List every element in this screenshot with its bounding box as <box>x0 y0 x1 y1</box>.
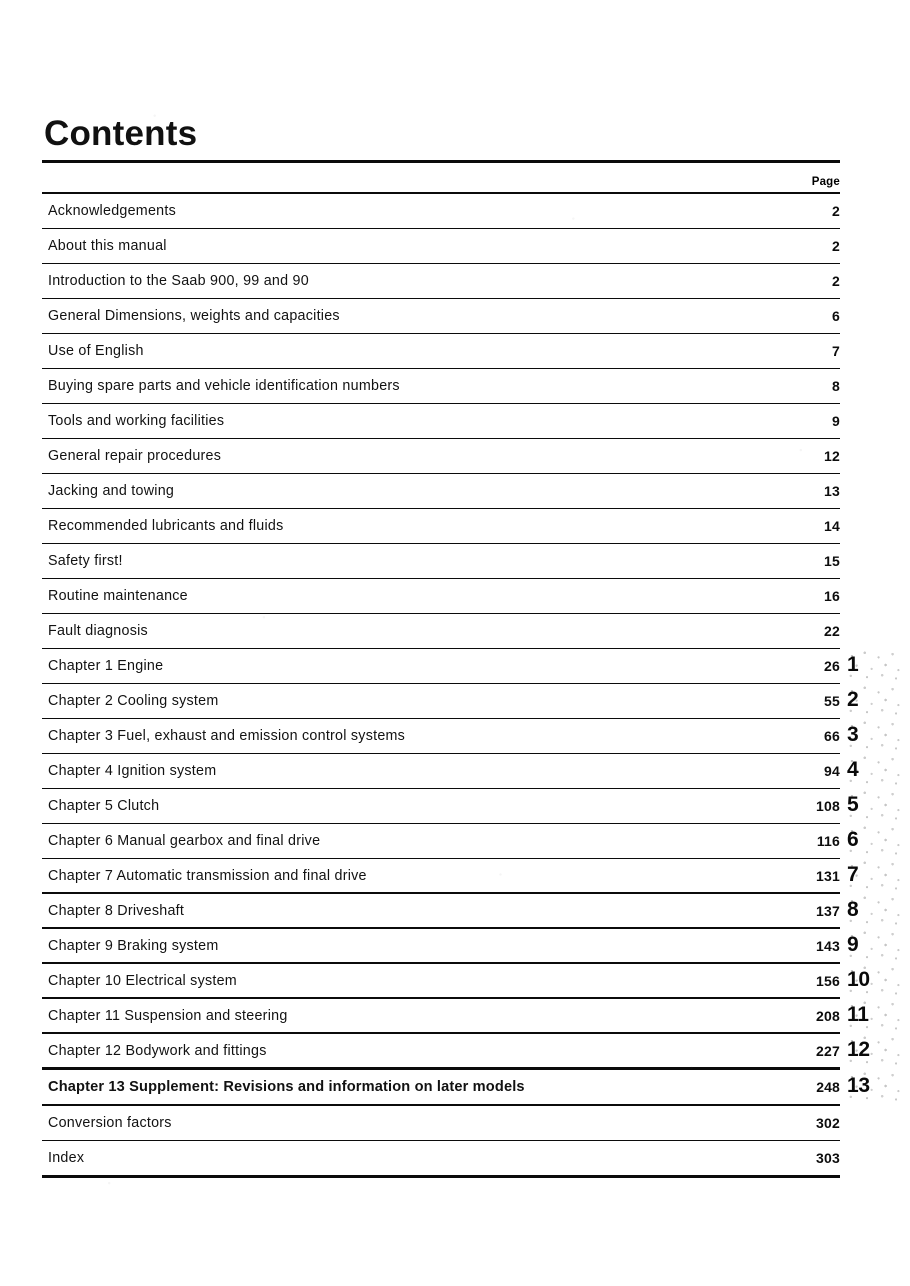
table-bottom-rule <box>42 1175 840 1178</box>
toc-entry-label: Tools and working facilities <box>48 412 225 429</box>
toc-entry-label: Chapter 7 Automatic transmission and final drive <box>48 867 367 884</box>
toc-entry-page-number: 15 <box>824 552 840 569</box>
toc-entry-page-number: 248 <box>816 1078 840 1095</box>
toc-entry-page-number: 8 <box>832 377 840 394</box>
toc-entry-label: About this manual <box>48 237 167 254</box>
toc-entry-row[interactable] <box>42 964 840 998</box>
toc-entry-label: Chapter 12 Bodywork and fittings <box>48 1042 267 1059</box>
toc-entry-row[interactable] <box>42 1070 840 1104</box>
chapter-tab-number: 5 <box>847 793 859 817</box>
page-column-header: Page <box>811 175 840 188</box>
chapter-tab-number: 2 <box>847 688 859 712</box>
toc-entry-page-number: 108 <box>816 797 840 814</box>
toc-entry-page-number: 156 <box>816 972 840 989</box>
toc-entry-row[interactable] <box>42 369 840 403</box>
chapter-tab[interactable] <box>845 858 903 892</box>
toc-entry-label: Use of English <box>48 342 144 359</box>
toc-entry-page-number: 55 <box>824 692 840 709</box>
toc-entry-row[interactable] <box>42 894 840 928</box>
toc-entry-label: Index <box>48 1149 85 1166</box>
toc-entry-label: General Dimensions, weights and capacities <box>48 307 340 324</box>
toc-entry-label: Recommended lubricants and fluids <box>48 517 284 534</box>
toc-entry-row[interactable] <box>42 754 840 788</box>
toc-entry-label: Chapter 5 Clutch <box>48 797 160 814</box>
toc-entry-label: Introduction to the Saab 900, 99 and 90 <box>48 272 309 289</box>
toc-entry-row[interactable] <box>42 1106 840 1140</box>
chapter-tab[interactable] <box>845 788 903 822</box>
chapter-tab[interactable] <box>845 823 903 857</box>
toc-entry-page-number: 302 <box>816 1114 840 1131</box>
toc-entry-label: Chapter 6 Manual gearbox and final drive <box>48 832 321 849</box>
toc-entry-label: Routine maintenance <box>48 587 188 604</box>
toc-entry-row[interactable] <box>42 1034 840 1068</box>
toc-entry-row[interactable] <box>42 404 840 438</box>
chapter-tab[interactable] <box>845 683 903 717</box>
toc-entry-page-number: 22 <box>824 622 840 639</box>
toc-entry-label: Jacking and towing <box>48 482 175 499</box>
chapter-tab-number: 8 <box>847 898 859 922</box>
toc-entry-page-number: 9 <box>832 412 840 429</box>
toc-entry-page-number: 2 <box>832 272 840 289</box>
toc-entry-row[interactable] <box>42 439 840 473</box>
toc-entry-page-number: 143 <box>816 937 840 954</box>
toc-entry-label: Chapter 10 Electrical system <box>48 972 237 989</box>
toc-entry-page-number: 94 <box>824 762 840 779</box>
chapter-tab[interactable] <box>845 998 903 1032</box>
chapter-tab-number: 12 <box>847 1038 870 1062</box>
chapter-tab[interactable] <box>845 893 903 927</box>
toc-entry-page-number: 7 <box>832 342 840 359</box>
toc-entry-page-number: 227 <box>816 1042 840 1059</box>
toc-entry-page-number: 116 <box>816 832 840 849</box>
toc-entry-row[interactable] <box>42 544 840 578</box>
page-column-header-row <box>42 163 840 192</box>
toc-entry-row[interactable] <box>42 614 840 648</box>
toc-entry-row[interactable] <box>42 929 840 963</box>
toc-entry-label: Chapter 3 Fuel, exhaust and emission control systems <box>48 727 406 744</box>
toc-entry-label: Chapter 13 Supplement: Revisions and information on later models <box>48 1078 525 1095</box>
chapter-tab-number: 10 <box>847 968 870 992</box>
toc-entry-page-number: 66 <box>824 727 840 744</box>
toc-entry-row[interactable] <box>42 264 840 298</box>
toc-entry-page-number: 14 <box>824 517 840 534</box>
toc-entry-page-number: 26 <box>824 657 840 674</box>
toc-entry-page-number: 12 <box>824 447 840 464</box>
chapter-tab[interactable] <box>845 1069 903 1103</box>
chapter-tab[interactable] <box>845 963 903 997</box>
toc-entry-row[interactable] <box>42 684 840 718</box>
chapter-tab-number: 7 <box>847 863 859 887</box>
toc-entry-row[interactable] <box>42 999 840 1033</box>
toc-entry-row[interactable] <box>42 789 840 823</box>
toc-entry-label: Chapter 2 Cooling system <box>48 692 219 709</box>
toc-entry-page-number: 2 <box>832 202 840 219</box>
toc-entry-page-number: 16 <box>824 587 840 604</box>
chapter-tab-number: 9 <box>847 933 859 957</box>
chapter-tab-number: 1 <box>847 653 859 677</box>
toc-entry-label: General repair procedures <box>48 447 222 464</box>
chapter-tab[interactable] <box>845 928 903 962</box>
toc-entry-row[interactable] <box>42 1141 840 1175</box>
chapter-tab[interactable] <box>845 1033 903 1067</box>
chapter-tab[interactable] <box>845 718 903 752</box>
toc-entry-page-number: 13 <box>824 482 840 499</box>
toc-entry-label: Buying spare parts and vehicle identification numbers <box>48 377 400 394</box>
chapter-tab-number: 6 <box>847 828 859 852</box>
chapter-tab[interactable] <box>845 648 903 682</box>
toc-entry-row[interactable] <box>42 824 840 858</box>
toc-entry-row[interactable] <box>42 859 840 893</box>
toc-entry-label: Chapter 9 Braking system <box>48 937 219 954</box>
toc-entry-label: Fault diagnosis <box>48 622 148 639</box>
toc-entry-page-number: 208 <box>816 1007 840 1024</box>
toc-entry-page-number: 131 <box>816 867 840 884</box>
toc-entry-label: Conversion factors <box>48 1114 172 1131</box>
toc-entry-label: Chapter 8 Driveshaft <box>48 902 185 919</box>
table-of-contents <box>42 160 840 1178</box>
toc-entry-row[interactable] <box>42 299 840 333</box>
toc-entry-row[interactable] <box>42 649 840 683</box>
page-title: Contents <box>44 114 198 153</box>
toc-entry-label: Chapter 1 Engine <box>48 657 164 674</box>
toc-entry-row[interactable] <box>42 334 840 368</box>
chapter-tab-number: 13 <box>847 1074 870 1098</box>
chapter-tab[interactable] <box>845 753 903 787</box>
toc-entry-row[interactable] <box>42 719 840 753</box>
toc-entry-label: Safety first! <box>48 552 123 569</box>
toc-entry-page-number: 6 <box>832 307 840 324</box>
toc-entry-label: Acknowledgements <box>48 202 176 219</box>
toc-entry-row[interactable] <box>42 509 840 543</box>
toc-entry-page-number: 303 <box>816 1149 840 1166</box>
chapter-tab-number: 11 <box>847 1003 869 1027</box>
toc-entry-row[interactable] <box>42 194 840 228</box>
toc-entry-row[interactable] <box>42 579 840 613</box>
toc-entry-page-number: 137 <box>816 902 840 919</box>
toc-entry-label: Chapter 11 Suspension and steering <box>48 1007 288 1024</box>
toc-entry-page-number: 2 <box>832 237 840 254</box>
toc-entry-row[interactable] <box>42 474 840 508</box>
toc-entry-row[interactable] <box>42 229 840 263</box>
chapter-tab-number: 3 <box>847 723 859 747</box>
chapter-tab-number: 4 <box>847 758 859 782</box>
toc-entry-label: Chapter 4 Ignition system <box>48 762 217 779</box>
